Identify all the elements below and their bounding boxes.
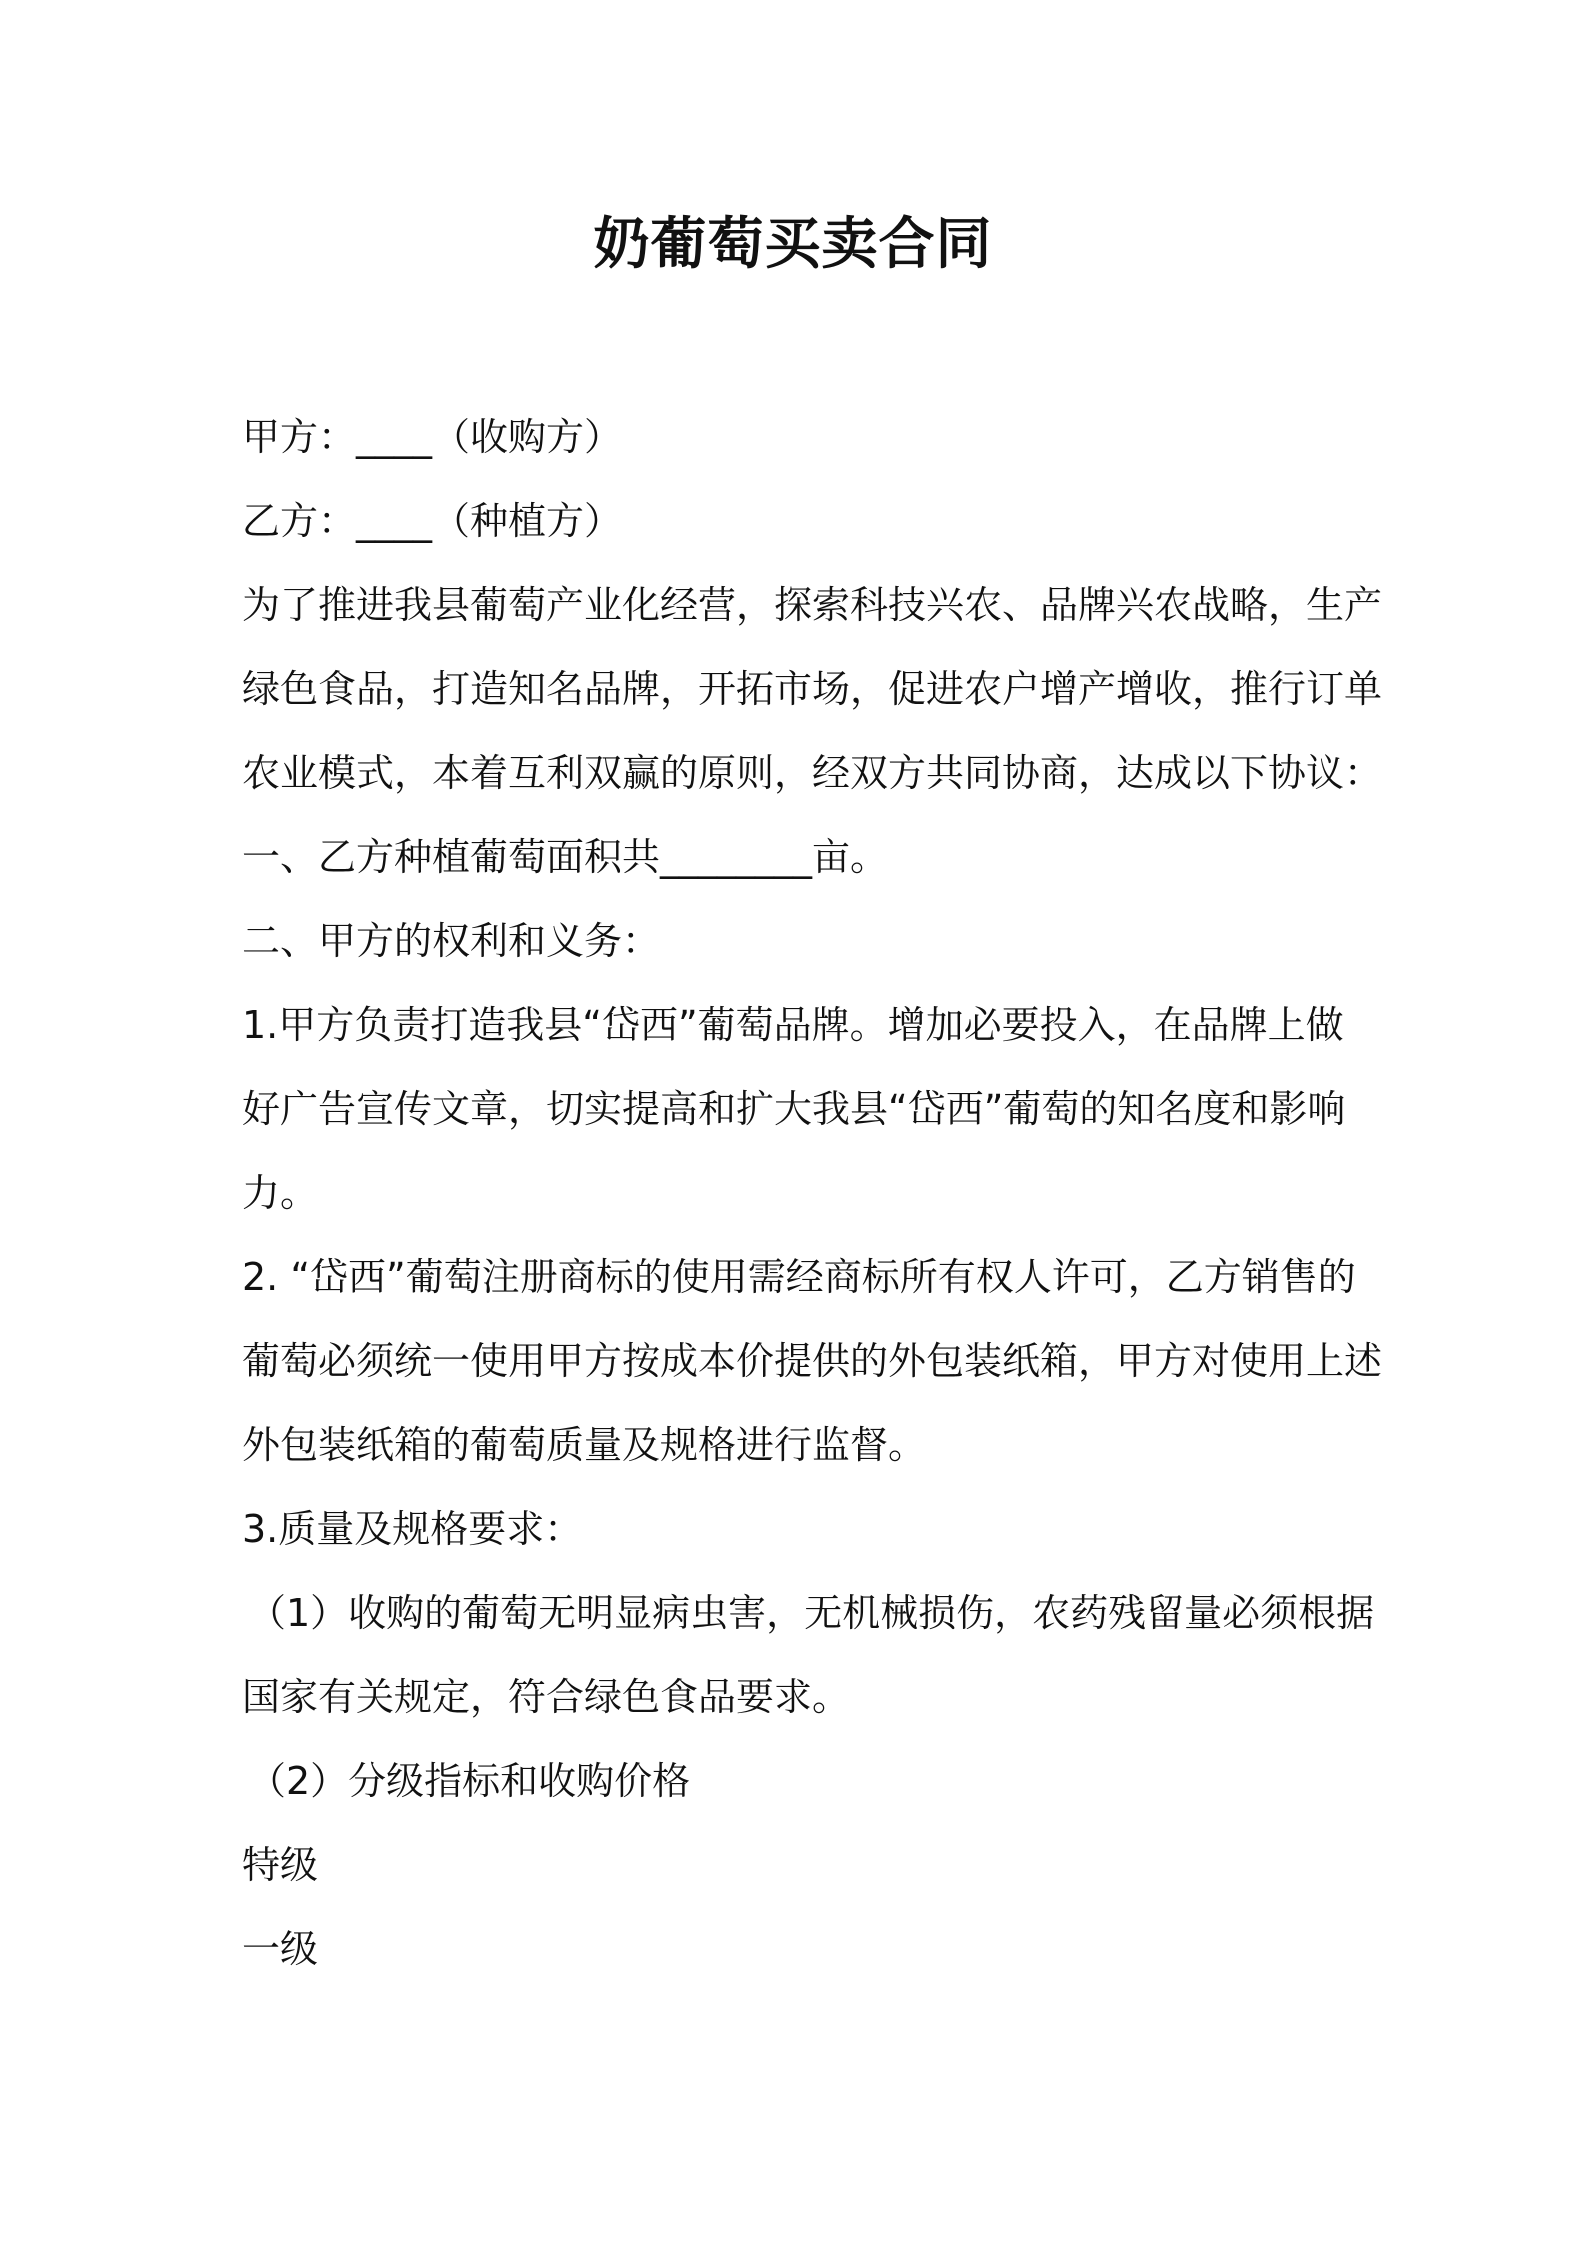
item-2-line-2: 葡萄必须统一使用甲方按成本价提供的外包装纸箱，甲方对使用上述 bbox=[242, 1339, 1383, 1383]
grade-first-line: 一级 bbox=[242, 1927, 319, 1971]
preamble-line-1: 为了推进我县葡萄产业化经营，探索科技兴农、品牌兴农战略，生产 bbox=[242, 583, 1383, 627]
item-1-line-2: 好广告宣传文章，切实提高和扩大我县“岱西”葡萄的知名度和影响 bbox=[242, 1087, 1346, 1131]
party-b-line: 乙方：____（种植方） bbox=[242, 499, 623, 543]
document-title: 奶葡萄买卖合同 bbox=[593, 212, 993, 277]
sub-item-2-line: （2）分级指标和收购价格 bbox=[248, 1759, 691, 1803]
preamble-line-2: 绿色食品，打造知名品牌，开拓市场，促进农户增产增收，推行订单 bbox=[242, 667, 1383, 711]
item-2-line-1: 2. “岱西”葡萄注册商标的使用需经商标所有权人许可，乙方销售的 bbox=[242, 1255, 1356, 1299]
document-body bbox=[242, 395, 1383, 1991]
clause-2-heading: 二、甲方的权利和义务： bbox=[242, 919, 661, 963]
item-1-line-1: 1.甲方负责打造我县“岱西”葡萄品牌。增加必要投入，在品牌上做 bbox=[242, 1003, 1344, 1047]
sub-item-1-line-2: 国家有关规定，符合绿色食品要求。 bbox=[242, 1675, 851, 1719]
grade-special-line: 特级 bbox=[242, 1843, 319, 1887]
clause-1-line: 一、乙方种植葡萄面积共________亩。 bbox=[242, 835, 889, 879]
preamble-line-3: 农业模式，本着互利双赢的原则，经双方共同协商，达成以下协议： bbox=[242, 751, 1383, 795]
sub-item-1-line-1: （1）收购的葡萄无明显病虫害，无机械损伤，农药残留量必须根据 bbox=[248, 1591, 1375, 1635]
item-2-line-3: 外包装纸箱的葡萄质量及规格进行监督。 bbox=[242, 1423, 927, 1467]
party-a-line: 甲方：____（收购方） bbox=[242, 415, 623, 459]
item-1-line-3: 力。 bbox=[242, 1171, 319, 1215]
item-3-heading: 3.质量及规格要求： bbox=[242, 1507, 583, 1551]
